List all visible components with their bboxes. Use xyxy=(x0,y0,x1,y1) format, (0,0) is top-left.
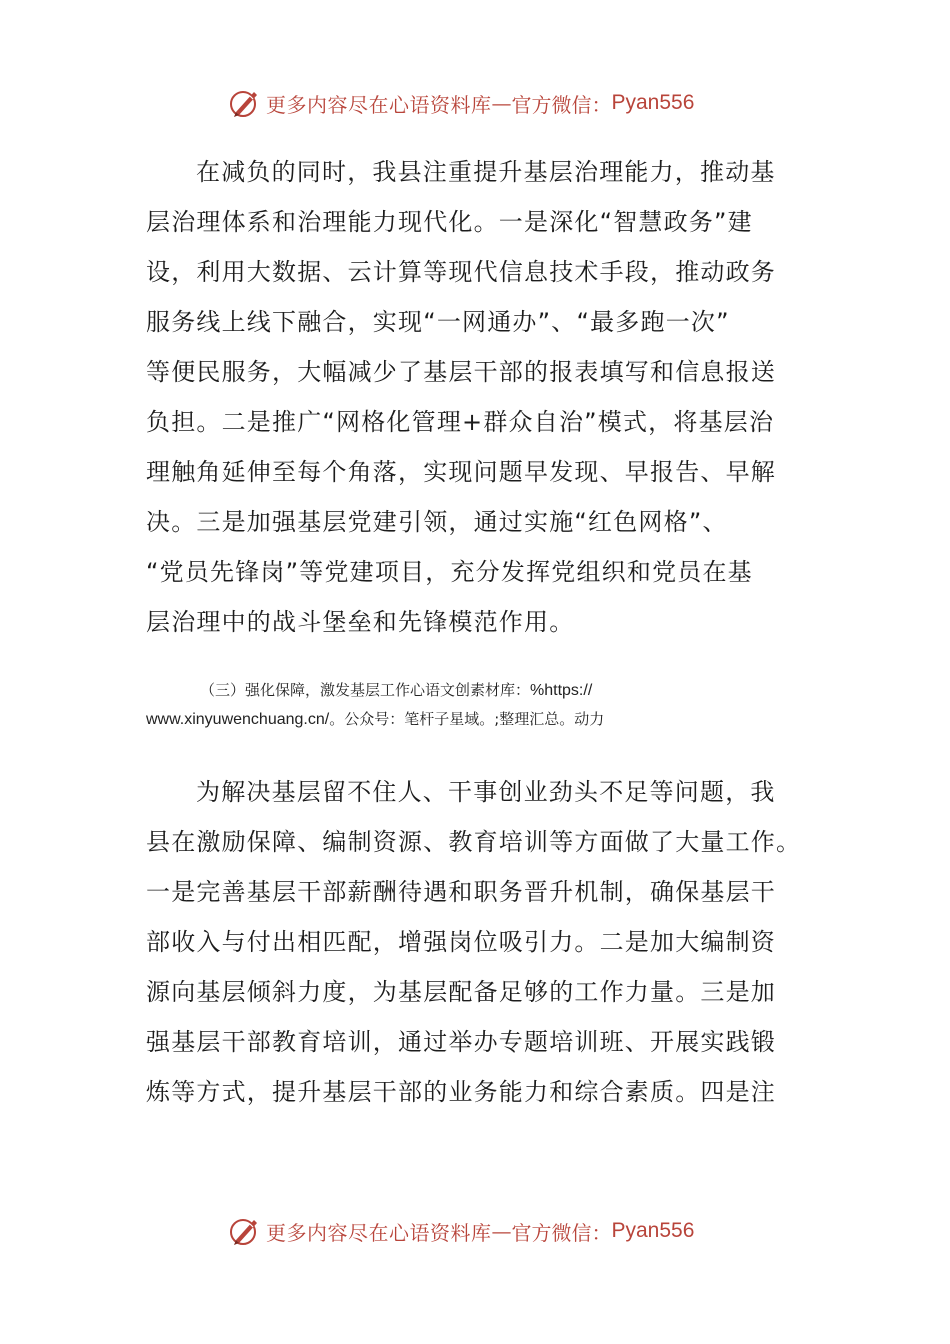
section-heading-title: （三）强化保障，激发基层工作心语文创素材库： xyxy=(200,681,531,699)
text-line: 部收入与付出相匹配，增强岗位吸引力。二是加大编制资 xyxy=(146,928,776,956)
source-url-part1: %https:// xyxy=(530,682,593,699)
text-line: 等便民服务，大幅减少了基层干部的报表填写和信息报送 xyxy=(146,358,776,386)
text-line: 服务线上线下融合，实现“一网通办”、“最多跑一次” xyxy=(146,308,730,336)
text-line: 在减负的同时，我县注重提升基层治理能力，推动基 xyxy=(196,158,776,186)
text-line: 设，利用大数据、云计算等现代信息技术手段，推动政务 xyxy=(146,258,776,286)
header-banner xyxy=(228,83,694,123)
section-heading xyxy=(146,676,766,734)
paragraph-safeguards xyxy=(146,767,806,1117)
text-line: 源向基层倾斜力度，为基层配备足够的工作力量。三是加 xyxy=(146,978,776,1006)
source-url-part2: www.xinyuwenchuang.cn/ xyxy=(146,711,330,728)
text-line: 强基层干部教育培训，通过举办专题培训班、开展实践锻 xyxy=(146,1028,776,1056)
banner-wechat-label: 官方微信： xyxy=(511,1220,612,1245)
text-line: 负担。二是推广“网格化管理+群众自治”模式，将基层治 xyxy=(146,408,775,436)
paragraph-governance xyxy=(146,147,806,647)
banner-wechat-label: 官方微信： xyxy=(511,92,612,117)
text-line: 县在激励保障、编制资源、教育培训等方面做了大量工作。 xyxy=(146,828,802,856)
text-line: “党员先锋岗”等党建项目，充分发挥党组织和党员在基 xyxy=(146,558,753,586)
banner-wechat-id: Pyan556 xyxy=(611,91,695,114)
text-line: 炼等方式，提升基层干部的业务能力和综合素质。四是注 xyxy=(146,1078,776,1106)
banner-separator: — xyxy=(491,1219,512,1243)
text-line: 层治理中的战斗堡垒和先锋模范作用。 xyxy=(146,608,575,636)
text-line: 层治理体系和治理能力现代化。一是深化“智慧政务”建 xyxy=(146,208,753,236)
banner-text: 更多内容尽在心语资料库 xyxy=(266,1220,492,1245)
footer-banner xyxy=(228,1211,694,1251)
text-line: 为解决基层留不住人、干事创业劲头不足等问题，我 xyxy=(196,778,776,806)
text-line: 决。三是加强基层党建引领，通过实施“红色网格”、 xyxy=(146,508,728,536)
source-note: 。公众号：笔杆子星域。;整理汇总。动力 xyxy=(329,710,605,728)
pen-logo-icon xyxy=(228,1214,262,1248)
banner-separator: — xyxy=(491,91,512,115)
text-line: 理触角延伸至每个角落，实现问题早发现、早报告、早解 xyxy=(146,458,776,486)
pen-logo-icon xyxy=(228,86,262,120)
banner-wechat-id: Pyan556 xyxy=(611,1219,695,1242)
text-line: 一是完善基层干部薪酬待遇和职务晋升机制，确保基层干 xyxy=(146,878,776,906)
banner-text: 更多内容尽在心语资料库 xyxy=(266,92,492,117)
